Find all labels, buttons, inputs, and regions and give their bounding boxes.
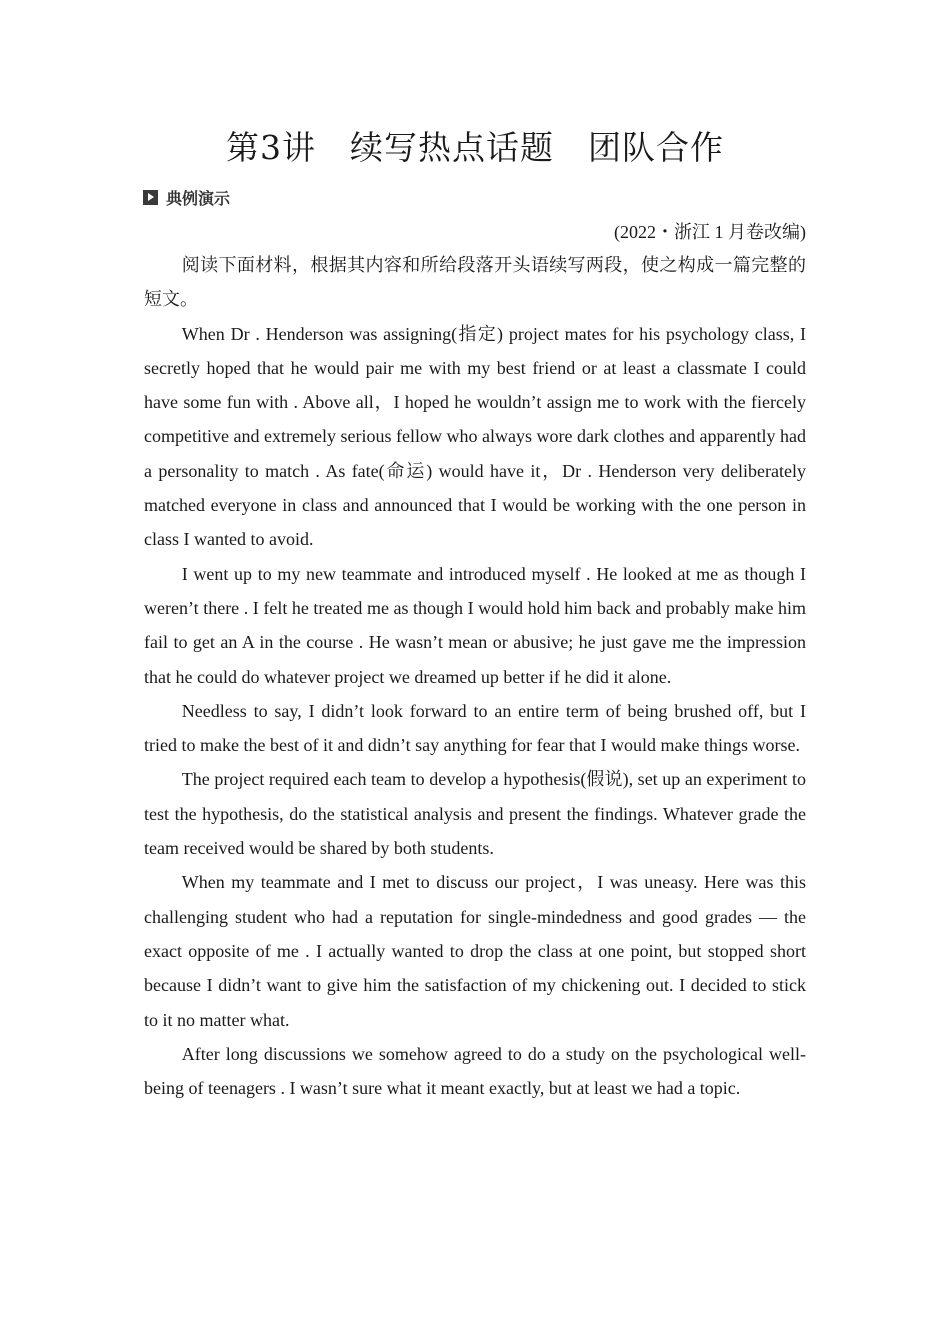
passage-body xyxy=(144,248,806,1105)
page-title: 第3讲 续写热点话题 团队合作 xyxy=(226,128,724,167)
source-citation: (2022・浙江 1 月卷改编) xyxy=(614,222,806,242)
paragraph-instruction: 阅读下面材料，根据其内容和所给段落开头语续写两段，使之构成一篇完整的短文。 xyxy=(144,255,806,310)
paragraph: When my teammate and I met to discuss our project，I was uneasy. Here was this challenging student who had a reputation for single-mindedness and good grades — the exact opposite of me . I actually wanted to drop the class at one point, but stopped short because I didn’t want to give him the satisfaction of my chickening out. I decided to stick to it no matter what. xyxy=(144,872,806,1030)
section-heading-label: 典例演示 xyxy=(166,188,231,208)
play-triangle-icon xyxy=(143,190,158,205)
paragraph: The project required each team to develop a hypothesis(假说), set up an experiment to test the hypothesis, do the statistical analysis and present the findings. Whatever grade the team received would be shared by both students. xyxy=(144,769,806,859)
paragraph: After long discussions we somehow agreed to do a study on the psychological well-being of teenagers . I wasn’t sure what it meant exactly, but at least we had a topic. xyxy=(144,1043,806,1099)
paragraph: I went up to my new teammate and introduced myself . He looked at me as though I weren’t there . I felt he treated me as though I would hold him back and probably make him fail to get an A in the course . He wasn’t mean or abusive; he just gave me the impression that he could do whatever project we dreamed up better if he did it alone. xyxy=(144,563,806,687)
section-heading xyxy=(143,186,230,208)
paragraph: Needless to say, I didn’t look forward to an entire term of being brushed off, but I tried to make the best of it and didn’t say anything for fear that I would make things worse. xyxy=(144,700,806,756)
paragraph: When Dr . Henderson was assigning(指定) project mates for his psychology class, I secretly hoped that he would pair me with my best friend or at least a classmate I could have some fun with . Above all，I hoped he wouldn’t assign me to work with the fiercely competitive and extremely serious fellow who always wore dark clothes and apparently had a personality to match . As fate(命运) would have it，Dr . Henderson very deliberately matched everyone in class and announced that I would be working with the one person in class I wanted to avoid. xyxy=(144,323,806,550)
